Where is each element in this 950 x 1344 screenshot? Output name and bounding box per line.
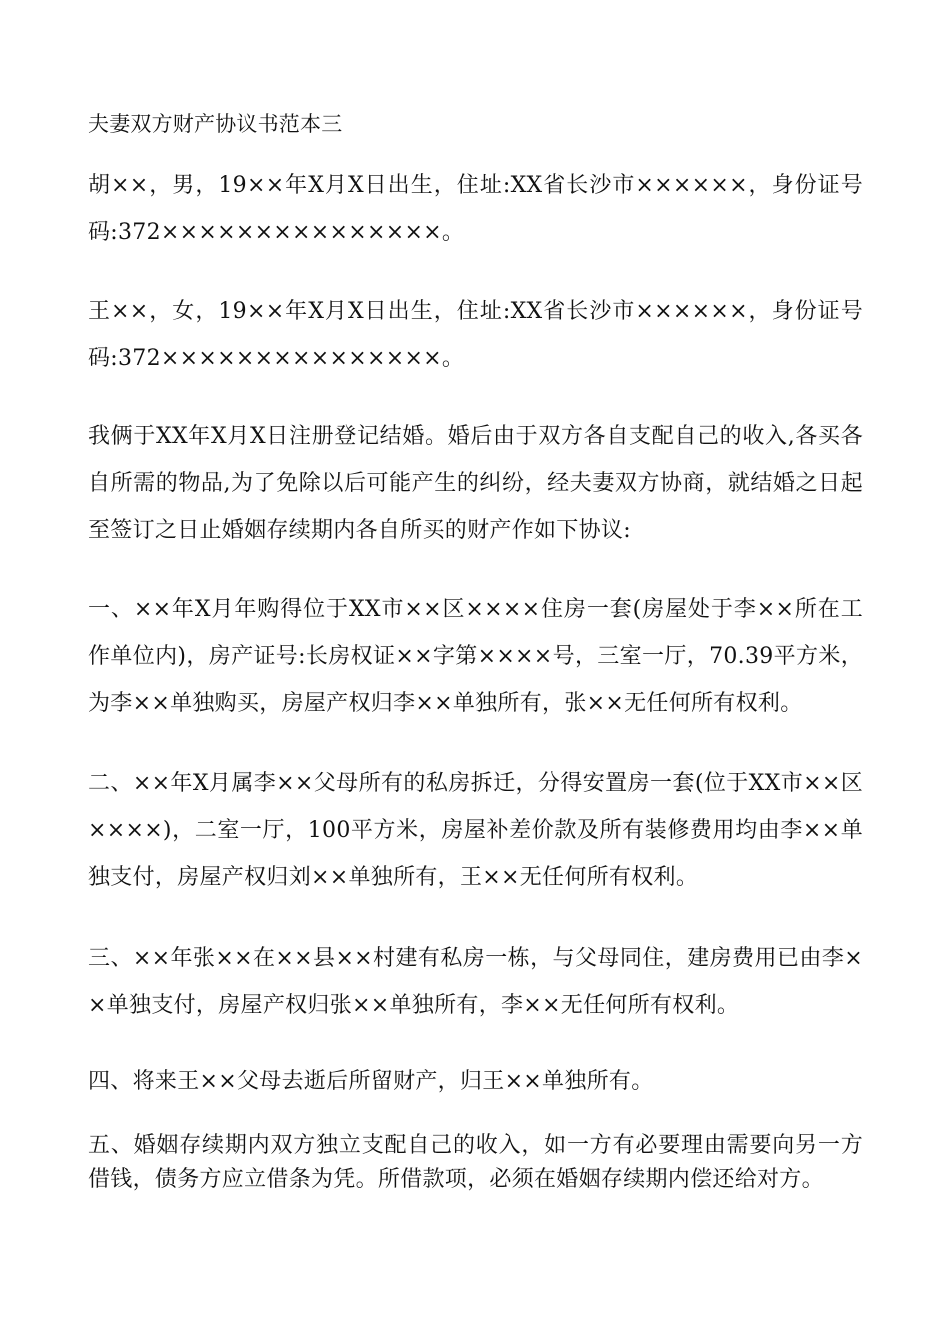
- clause-one-paragraph: 一、××年X月年购得位于XX市××区××××住房一套(房屋处于李××所在工作单位内)，房产证号:长房权证××字第××××号，三室一厅，70.39平方米，为李××单独购买，房屋产权归李××单独所有，张××无任何所有权利。: [88, 597, 863, 716]
- clause-five-paragraph: 五、婚姻存续期内双方独立支配自己的收入，如一方有必要理由需要向另一方借钱，债务方应立借条为凭。所借款项，必须在婚姻存续期内偿还给对方。: [88, 1133, 863, 1192]
- clause-three-paragraph: 三、××年张××在××县××村建有私房一栋，与父母同住，建房费用已由李××单独支付，房屋产权归张××单独所有，李××无任何所有权利。: [88, 946, 863, 1018]
- clause-two-paragraph: 二、××年X月属李××父母所有的私房拆迁，分得安置房一套(位于XX市××区××××)，二室一厅，100平方米，房屋补差价款及所有装修费用均由李××单独支付，房屋产权归刘××单独所有，王××无任何所有权利。: [88, 771, 863, 890]
- party-one-paragraph: 胡××，男，19××年X月X日出生，住址:XX省长沙市××××××，身份证号码:372×××××××××××××××。: [88, 173, 863, 245]
- document-title: 夫妻双方财产协议书范本三: [88, 112, 343, 136]
- clause-four-paragraph: 四、将来王××父母去逝后所留财产，归王××单独所有。: [88, 1069, 654, 1094]
- party-two-paragraph: 王××，女，19××年X月X日出生，住址:XX省长沙市××××××，身份证号码:372×××××××××××××××。: [88, 299, 863, 371]
- marriage-statement-paragraph: 我俩于XX年X月X日注册登记结婚。婚后由于双方各自支配自己的收入,各买各自所需的物品,为了免除以后可能产生的纠纷，经夫妻双方协商，就结婚之日起至签订之日止婚姻存续期内各自所买的财产作如下协议:: [88, 424, 863, 543]
